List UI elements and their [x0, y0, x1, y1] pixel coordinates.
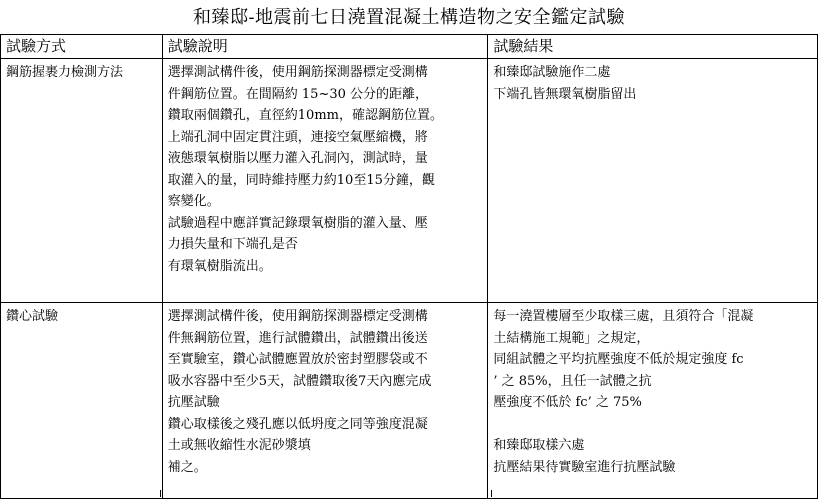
cell-line: 每一澆置樓層至少取樣三處，且須符合「混凝 — [493, 309, 754, 324]
cell-line: 力損失量和下端孔是否 — [167, 237, 298, 252]
cell-result[interactable] — [488, 303, 818, 499]
cell-method[interactable] — [1, 303, 163, 499]
cell-line: 察變化。 — [167, 194, 220, 209]
cell-line: 試驗過程中應詳實記錄環氧樹脂的灌入量、壓 — [167, 215, 428, 231]
header-method[interactable]: 試驗方式 — [1, 35, 163, 59]
cell-line: 吸水容器中至少5天，試體鑽取後7天內應完成 — [167, 373, 432, 389]
cell-result[interactable] — [488, 59, 818, 303]
header-result[interactable]: 試驗結果 — [488, 35, 818, 59]
cell-line: 上端孔洞中固定貫注頭，連接空氣壓縮機，將 — [167, 129, 428, 145]
cell-description[interactable] — [162, 59, 488, 303]
cell-method[interactable] — [1, 59, 163, 303]
cell-line: 件鋼筋位置。在間隔約 15~30 公分的距離， — [167, 86, 429, 102]
cell-line: 至實驗室，鑽心試體應置放於密封塑膠袋或不 — [167, 352, 428, 367]
next-row-edge — [0, 490, 818, 497]
cell-line: 鑽心取樣後之殘孔應以低坍度之同等強度混凝 — [167, 416, 428, 432]
cell-line: 取灌入的量，同時維持壓力約10至15分鐘，觀 — [167, 172, 435, 188]
cell-line: 抗壓結果待實驗室進行抗壓試驗 — [493, 459, 676, 475]
header-row — [1, 35, 818, 59]
cell-line: 土或無收縮性水泥砂漿填 — [167, 438, 311, 453]
document-title: 和臻邸-地震前七日澆置混凝土構造物之安全鑑定試驗 — [192, 7, 626, 28]
test-table — [0, 34, 818, 499]
cell-line: 鑽取兩個鑽孔，直徑約10mm，確認鋼筋位置。 — [167, 108, 443, 123]
cell-line: 件無鋼筋位置，進行試體鑽出，試體鑽出後送 — [167, 330, 428, 346]
cell-line: 液態環氧樹脂以壓力灌入孔洞內，測試時，量 — [167, 151, 428, 166]
cell-description[interactable] — [162, 303, 488, 499]
cell-line: 土結構施工規範」之規定， — [493, 330, 650, 346]
cell-line: 和臻邸試驗施作二處 — [493, 65, 611, 80]
cell-line: 選擇測試構件後，使用鋼筋探測器標定受測構 — [167, 309, 428, 324]
cell-line: 抗壓試驗 — [167, 395, 220, 410]
method-text: 鋼筋握裹力檢測方法 — [6, 65, 124, 80]
cell-line: 補之。 — [167, 459, 207, 475]
table-row — [1, 59, 818, 303]
cell-line: 同組試體之平均抗壓強度不低於規定強度 fc — [493, 352, 744, 367]
cell-line: 有環氧樹脂流出。 — [167, 258, 272, 274]
method-text: 鑽心試驗 — [6, 309, 59, 324]
header-description[interactable]: 試驗說明 — [162, 35, 488, 59]
cell-line: 和臻邸取樣六處 — [493, 438, 585, 453]
cell-line — [493, 414, 815, 436]
cell-line: ’ 之 85%，且任一試體之抗 — [493, 373, 652, 389]
table-row — [1, 303, 818, 499]
cell-line: 下端孔皆無環氧樹脂留出 — [493, 86, 637, 102]
cell-line: 壓強度不低於 fc’ 之 75% — [493, 395, 642, 410]
cell-line: 選擇測試構件後，使用鋼筋探測器標定受測構 — [167, 65, 428, 80]
